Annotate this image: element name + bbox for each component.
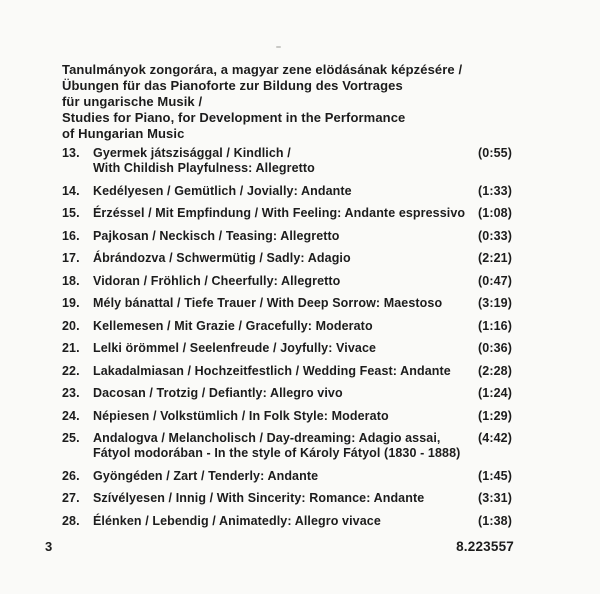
track-row: [62, 296, 512, 311]
work-title-line-english-1: Studies for Piano, for Development in the Performance: [62, 110, 406, 125]
track-title-line: Kedélyesen / Gemütlich / Jovially: Andante: [93, 183, 352, 198]
track-duration: (3:19): [478, 296, 512, 310]
track-title: [93, 296, 478, 311]
track-row: [62, 431, 512, 461]
track-row: [62, 491, 512, 506]
track-row: [62, 229, 512, 244]
track-title: [93, 184, 478, 199]
track-duration: (1:38): [478, 513, 512, 528]
work-title-line-german-1: Übungen für das Pianoforte zur Bildung des Vortrages: [62, 78, 403, 93]
track-number: 15.: [62, 206, 80, 220]
track-number: 14.: [62, 183, 80, 198]
scan-speck: [276, 46, 281, 48]
track-title: [93, 409, 478, 424]
track-duration: (2:21): [478, 251, 512, 265]
track-title: [93, 206, 478, 221]
track-duration: (1:45): [478, 468, 512, 483]
track-title-line: Pajkosan / Neckisch / Teasing: Allegretto: [93, 228, 340, 243]
track-row: [62, 274, 512, 289]
track-number: 16.: [62, 228, 80, 243]
track-row: [62, 319, 512, 334]
work-title-line-hungarian: Tanulmányok zongorára, a magyar zene elödásának képzésére /: [62, 62, 463, 77]
catalog-number: 8.223557: [456, 539, 514, 554]
track-title-line: Andalogva / Melancholisch / Day-dreaming: Adagio assai,: [93, 431, 441, 445]
track-row: [62, 146, 512, 176]
track-number: 19.: [62, 296, 80, 310]
track-title: [93, 491, 478, 506]
track-title: [93, 274, 478, 289]
track-title-line: Mély bánattal / Tiefe Trauer / With Deep Sorrow: Maestoso: [93, 296, 443, 310]
track-duration: (0:47): [478, 273, 512, 288]
track-title: [93, 251, 478, 266]
track-duration: (1:24): [478, 386, 512, 400]
track-number: 25.: [62, 431, 80, 445]
track-duration: (0:36): [478, 341, 512, 355]
track-title: [93, 146, 478, 176]
track-number: 21.: [62, 341, 80, 355]
track-number: 17.: [62, 251, 80, 265]
track-duration: (1:08): [478, 206, 512, 220]
track-title-line: Vidoran / Fröhlich / Cheerfully: Allegretto: [93, 273, 341, 288]
work-title-block: [62, 62, 532, 142]
track-title: [93, 364, 478, 379]
track-duration: (3:31): [478, 491, 512, 505]
track-title-line: Kellemesen / Mit Grazie / Gracefully: Moderato: [93, 318, 373, 333]
track-duration: (1:33): [478, 183, 512, 198]
track-title-line: Dacosan / Trotzig / Defiantly: Allegro vivo: [93, 386, 343, 400]
track-title-line: Szívélyesen / Innig / With Sincerity: Romance: Andante: [93, 491, 425, 505]
track-number: 23.: [62, 386, 80, 400]
track-title-line: Ábrándozva / Schwermütig / Sadly: Adagio: [93, 251, 351, 265]
track-row: [62, 514, 512, 529]
track-duration: (4:42): [478, 431, 512, 445]
work-title-line-german-2: für ungarische Musik /: [62, 94, 203, 109]
track-title-line: Fátyol modorában - In the style of Károly Fátyol (1830 - 1888): [93, 446, 461, 460]
track-list: [62, 146, 512, 536]
track-number: 27.: [62, 491, 80, 505]
track-title: [93, 514, 478, 529]
track-title: [93, 319, 478, 334]
track-row: [62, 386, 512, 401]
track-number: 20.: [62, 318, 80, 333]
track-title: [93, 229, 478, 244]
track-duration: (1:29): [478, 408, 512, 423]
track-title-line: Gyöngéden / Zart / Tenderly: Andante: [93, 468, 319, 483]
track-row: [62, 341, 512, 356]
track-title: [93, 431, 478, 461]
track-number: 28.: [62, 513, 80, 528]
track-number: 22.: [62, 363, 80, 378]
track-row: [62, 251, 512, 266]
track-number: 24.: [62, 408, 80, 423]
track-number: 18.: [62, 273, 80, 288]
track-row: [62, 469, 512, 484]
track-row: [62, 184, 512, 199]
track-title: [93, 469, 478, 484]
track-title-line: Lelki örömmel / Seelenfreude / Joyfully: Vivace: [93, 341, 377, 355]
track-title-line: Gyermek játszisággal / Kindlich /: [93, 146, 291, 160]
track-title-line: Élénken / Lebendig / Animatedly: Allegro vivace: [93, 513, 381, 528]
track-number: 13.: [62, 146, 80, 160]
track-duration: (2:28): [478, 363, 512, 378]
track-title-line: Népiesen / Volkstümlich / In Folk Style: Moderato: [93, 408, 389, 423]
track-title: [93, 341, 478, 356]
work-title-line-english-2: of Hungarian Music: [62, 126, 185, 141]
track-duration: (1:16): [478, 318, 512, 333]
track-duration: (0:55): [478, 146, 512, 160]
track-title-line: Lakadalmiasan / Hochzeitfestlich / Wedding Feast: Andante: [93, 363, 451, 378]
track-title-line: With Childish Playfulness: Allegretto: [93, 161, 315, 175]
track-number: 26.: [62, 468, 80, 483]
page-number: 3: [45, 539, 53, 554]
track-row: [62, 206, 512, 221]
track-title-line: Érzéssel / Mit Empfindung / With Feeling: Andante espressivo: [93, 206, 466, 220]
track-row: [62, 364, 512, 379]
track-row: [62, 409, 512, 424]
track-title: [93, 386, 478, 401]
track-duration: (0:33): [478, 228, 512, 243]
